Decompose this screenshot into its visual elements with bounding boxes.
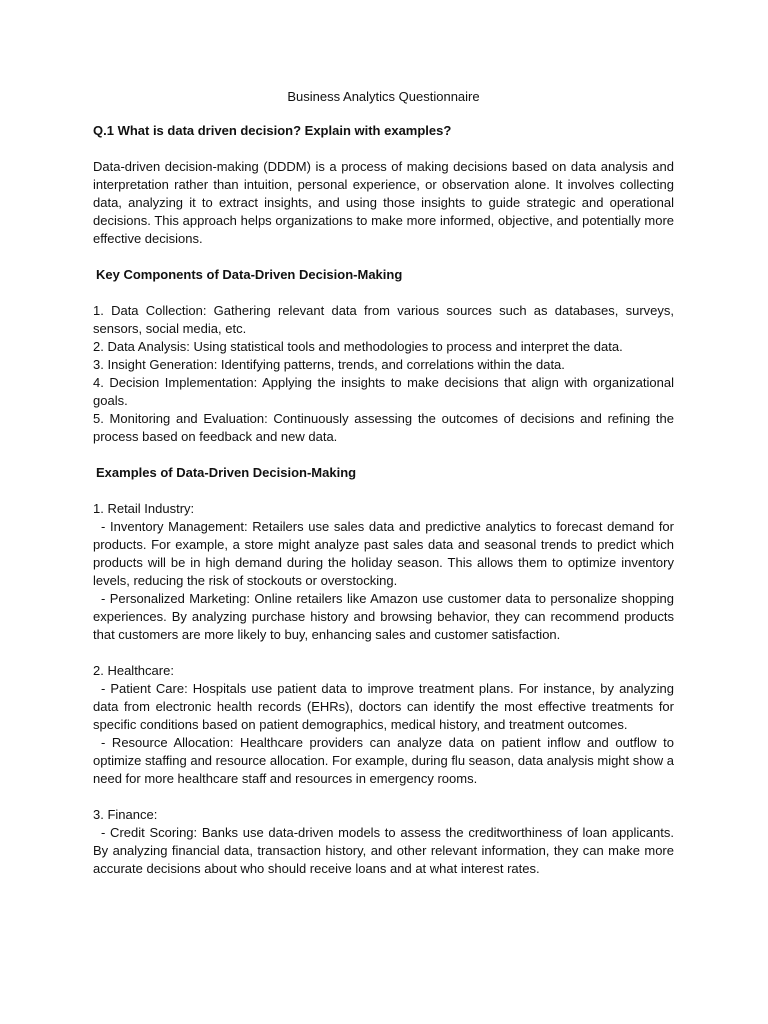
components-heading: Key Components of Data-Driven Decision-Making [96,267,403,282]
list-item: 4. Decision Implementation: Applying the insights to make decisions that align with organizational goals. [93,375,674,408]
list-item: 3. Insight Generation: Identifying patterns, trends, and correlations within the data. [93,357,565,372]
document-title: Business Analytics Questionnaire [287,89,480,104]
example-point: - Personalized Marketing: Online retailers like Amazon use customer data to personalize shopping experiences. By analyzing purchase history and browsing behavior, they can recommend products that customers are more likely to buy, enhancing sales and customer satisfaction. [93,591,674,642]
example-point: - Credit Scoring: Banks use data-driven models to assess the creditworthiness of loan applicants. By analyzing financial data, transaction history, and other relevant information, they can make more accurate decisions about who should receive loans and at what interest rates. [93,825,674,876]
example-retail [93,500,674,644]
example-title: 2. Healthcare: [93,663,174,678]
example-finance [93,806,674,878]
example-point: - Patient Care: Hospitals use patient data to improve treatment plans. For instance, by analyzing data from electronic health records (EHRs), doctors can identify the most effective treatments for specific conditions based on patient demographics, medical history, and treatment outcomes. [93,681,674,732]
list-item: 1. Data Collection: Gathering relevant data from various sources such as databases, surveys, sensors, social media, etc. [93,303,674,336]
examples-heading: Examples of Data-Driven Decision-Making [96,465,357,480]
list-item: 2. Data Analysis: Using statistical tools and methodologies to process and interpret the data. [93,339,623,354]
example-point: - Resource Allocation: Healthcare providers can analyze data on patient inflow and outflow to optimize staffing and resource allocation. For example, during flu season, data analysis might show a need for more healthcare staff and resources in emergency rooms. [93,735,674,786]
example-title: 3. Finance: [93,807,158,822]
list-item: 5. Monitoring and Evaluation: Continuously assessing the outcomes of decisions and refining the process based on feedback and new data. [93,411,674,444]
example-point: - Inventory Management: Retailers use sales data and predictive analytics to forecast demand for products. For example, a store might analyze past sales data and seasonal trends to predict which products will be in high demand during the holiday season. This allows them to optimize inventory levels, reducing the risk of stockouts or overstocking. [93,519,674,588]
example-title: 1. Retail Industry: [93,501,195,516]
components-list [93,302,674,446]
intro-paragraph: Data-driven decision-making (DDDM) is a process of making decisions based on data analysis and interpretation rather than intuition, personal experience, or observation alone. It involves collecting data, analyzing it to extract insights, and using those insights to guide strategic and operational decisions. This approach helps organizations to make more informed, objective, and potentially more effective decisions. [93,159,674,246]
question-heading: Q.1 What is data driven decision? Explain with examples? [93,123,452,138]
example-healthcare [93,662,674,788]
document-page [93,88,674,878]
